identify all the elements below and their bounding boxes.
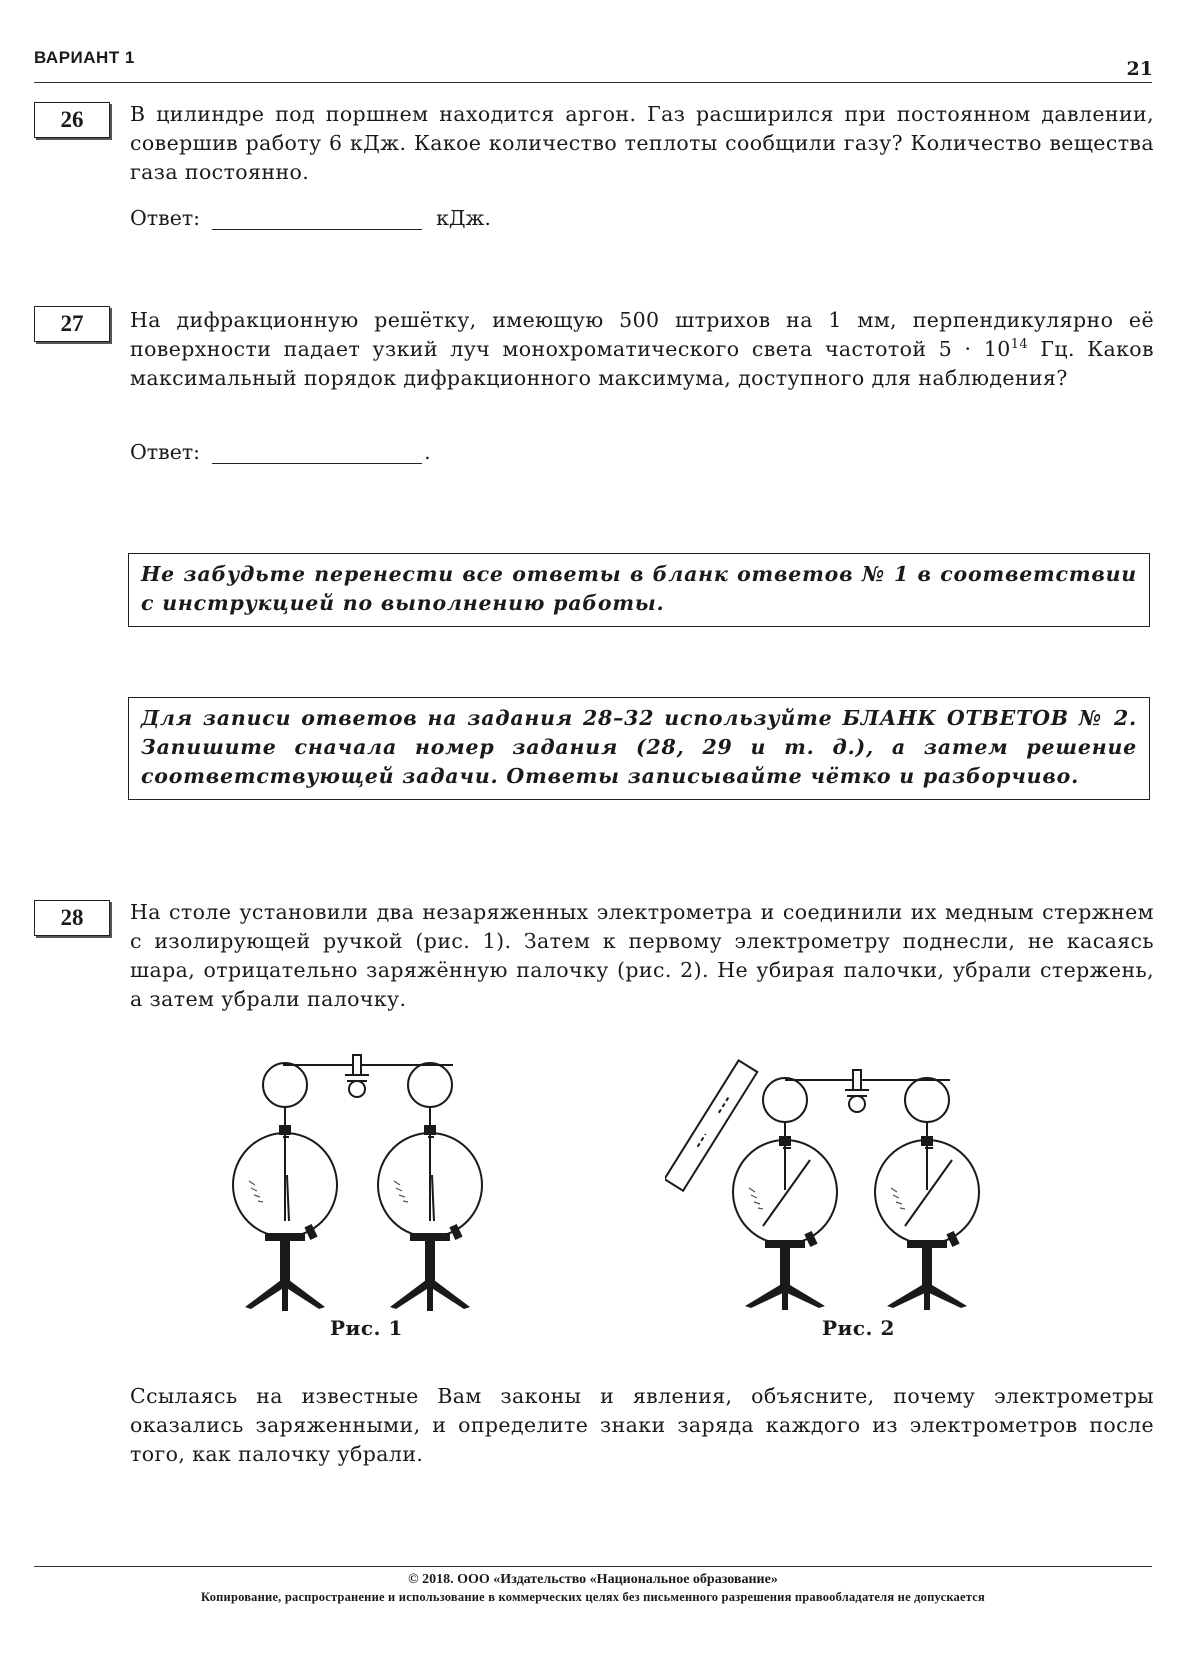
figure-2-caption: Рис. 2 xyxy=(822,1316,895,1340)
task-27-number: 27 xyxy=(34,306,110,342)
answer-unit: . xyxy=(424,440,431,464)
task-27-text xyxy=(130,306,1154,393)
task-28-number: 28 xyxy=(34,900,110,936)
figure-1-caption: Рис. 1 xyxy=(330,1316,403,1340)
footer-copy-notice: Копирование, распространение и использование в коммерческих целях без письменного разрешения правообладателя не допускается xyxy=(201,1590,985,1604)
task-26-answer-field[interactable] xyxy=(212,209,422,230)
task-27-answer xyxy=(130,440,431,464)
footer-copyright: © 2018. ООО «Издательство «Национальное образование» xyxy=(408,1572,778,1587)
page-number: 21 xyxy=(1126,58,1153,80)
figure-1-electrometers xyxy=(225,1045,495,1315)
variant-label: ВАРИАНТ 1 xyxy=(34,48,135,67)
task-28-question: Ссылаясь на известные Вам законы и явления, объясните, почему электрометры оказались заряженными, и определите знаки заряда каждого из электрометров после того, как палочку убрали. xyxy=(130,1384,1154,1466)
task-27-text-part1: На дифракционную решётку, имеющую 500 штрихов на 1 мм, перпендикулярно её поверхности падает узкий луч монохроматического света частотой 5 · 10 xyxy=(130,308,1154,361)
task-26-number: 26 xyxy=(34,102,110,138)
answer-label: Ответ: xyxy=(130,206,201,230)
notice-answer-form-2: Для записи ответов на задания 28–32 используйте БЛАНК ОТВЕТОВ № 2. Запишите сначала номер задания (28, 29 и т. д.), а затем решение соответствующей задачи. Ответы записывайте чётко и разборчиво. xyxy=(128,697,1150,800)
task-26-answer xyxy=(130,206,491,230)
task-27-answer-field[interactable] xyxy=(212,443,422,464)
footer-rule xyxy=(34,1566,1152,1567)
task-26-text: В цилиндре под поршнем находится аргон. Газ расширился при постоянном давлении, совершив работу 6 кДж. Какое количество теплоты сообщили газу? Количество вещества газа постоянно. xyxy=(130,102,1154,184)
task-27-text-part2: Гц. Каков максимальный порядок дифракционного максимума, доступного для наблюдения? xyxy=(130,337,1154,390)
figure-2-electrometers-with-rod xyxy=(665,1050,985,1320)
answer-label: Ответ: xyxy=(130,440,201,464)
answer-unit: кДж. xyxy=(436,206,491,230)
exponent: 14 xyxy=(1010,337,1029,353)
header-rule xyxy=(34,82,1152,83)
notice-transfer-answers: Не забудьте перенести все ответы в бланк ответов № 1 в соответствии с инструкцией по выполнению работы. xyxy=(128,553,1150,627)
task-28-text: На столе установили два незаряженных электрометра и соединили их медным стержнем с изолирующей ручкой (рис. 1). Затем к первому электрометру поднесли, не касаясь шара, отрицательно заряжённую палочку (рис. 2). Не убирая палочки, убрали стержень, а затем убрали палочку. xyxy=(130,900,1154,1011)
